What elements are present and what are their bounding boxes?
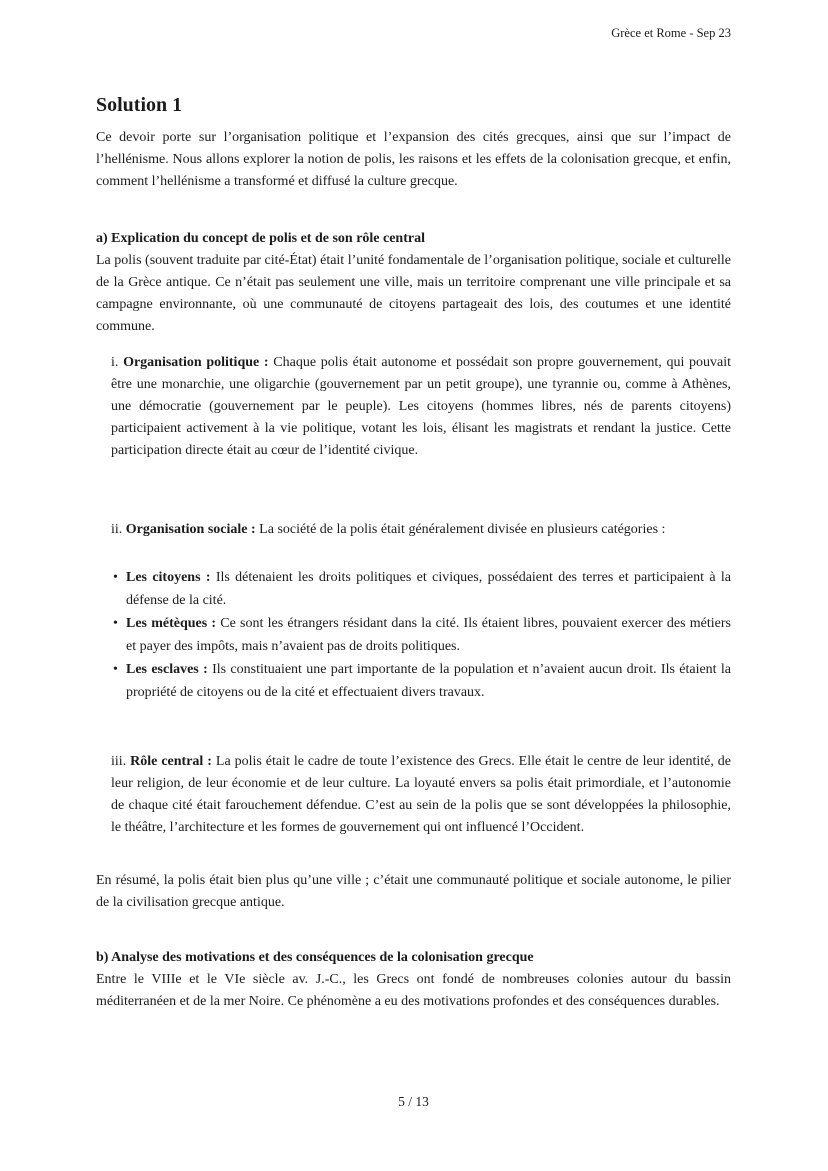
item-i-label: Organisation politique : (123, 355, 269, 370)
header-course-label: Grèce et Rome - Sep 23 (611, 26, 731, 40)
item-iii-number: iii. (111, 754, 127, 769)
item-i-number: i. (111, 355, 119, 370)
section-a-summary-paragraph: En résumé, la polis était bien plus qu’une ville ; c’était une communauté politique et sociale autonome, le pilier de la civilisation grecque antique. (96, 873, 731, 910)
section-b-paragraph: Entre le VIIIe et le VIe siècle av. J.-C., les Grecs ont fondé de nombreuses colonies autour du bassin méditerranéen et de la mer Noire. Ce phénomène a eu des motivations profondes et des conséquences durables. (96, 972, 731, 1009)
item-ii-label: Organisation sociale : (125, 522, 256, 537)
list-item-citoyens-text: Ils détenaient les droits politiques et civiques, possédaient des terres et participaient à la défense de la cité. (126, 570, 731, 608)
social-categories-list (126, 566, 731, 704)
list-item-citoyens-label: Les citoyens : (126, 570, 211, 585)
list-item-meteques (126, 612, 731, 658)
item-i-text: Chaque polis était autonome et possédait son propre gouvernement, qui pouvait être une monarchie, une oligarchie (gouvernement par un petit groupe), une tyrannie ou, comme à Athènes, une démocratie (gouvernement par le peuple). Les citoyens (hommes libres, nés de parents citoyens) participaient activement à la vie politique, votant les lois, élisant les magistrats et rendant la justice. Cette participation directe était au cœur de l’identité civique. (111, 355, 732, 458)
section-b-heading: b) Analyse des motivations et des conséquences de la colonisation grecque (96, 950, 534, 965)
list-item-esclaves (126, 658, 731, 704)
item-i-paragraph (111, 352, 731, 462)
section-a-heading: a) Explication du concept de polis et de son rôle central (96, 231, 425, 246)
list-item-esclaves-label: Les esclaves : (126, 662, 208, 677)
list-item-citoyens (126, 566, 731, 612)
list-item-esclaves-text: Ils constituaient une part importante de la population et n’avaient aucun droit. Ils étaient la propriété de citoyens ou de la cité et effectuaient divers travaux. (126, 662, 731, 700)
page-footer (96, 1093, 731, 1111)
item-ii-organisation-sociale (111, 519, 731, 541)
intro-paragraph: Ce devoir porte sur l’organisation politique et l’expansion des cités grecques, ainsi que sur l’impact de l’hellénisme. Nous allons explorer la notion de polis, les raisons et les effets de la colonisation grecque, et enfin, comment l’hellénisme a transformé et diffusé la culture grecque. (96, 130, 731, 189)
item-ii-text: La société de la polis était généralement divisée en plusieurs catégories : (259, 522, 666, 537)
section-a-paragraph: La polis (souvent traduite par cité-État) était l’unité fondamentale de l’organisation politique, sociale et culturelle de la Grèce antique. Ce n’était pas seulement une ville, mais un territoire comprenant une ville principale et sa campagne environnante, où une communauté de citoyens partageait des lois, des coutumes et une identité commune. (96, 253, 731, 334)
item-i-organisation-politique (111, 352, 731, 462)
section-b (96, 947, 731, 1013)
item-ii-paragraph (111, 519, 731, 541)
item-ii-number: ii. (111, 522, 123, 537)
list-item-meteques-label: Les métèques : (126, 616, 217, 631)
list-item-meteques-text: Ce sont les étrangers résidant dans la cité. Ils étaient libres, pouvaient exercer des métiers et payer des impôts, mais n’avaient pas de droits politiques. (126, 616, 731, 654)
item-iii-paragraph (111, 751, 731, 839)
section-a (96, 228, 731, 914)
item-iii-label: Rôle central : (130, 754, 212, 769)
solution-title: Solution 1 (96, 94, 183, 116)
item-iii-text: La polis était le cadre de toute l’existence des Grecs. Elle était le centre de leur identité, de leur religion, de leur économie et de leur culture. La loyauté envers sa polis était primordiale, et l’autonomie de chaque cité était farouchement défendue. C’est au sein de la polis que se sont développées la philosophie, le théâtre, l’architecture et les formes de gouvernement qui ont influencé l’Occident. (111, 754, 732, 835)
page-number-indicator: 5 / 13 (398, 1094, 429, 1109)
page-header (96, 25, 731, 41)
item-iii-role-central (111, 751, 731, 839)
